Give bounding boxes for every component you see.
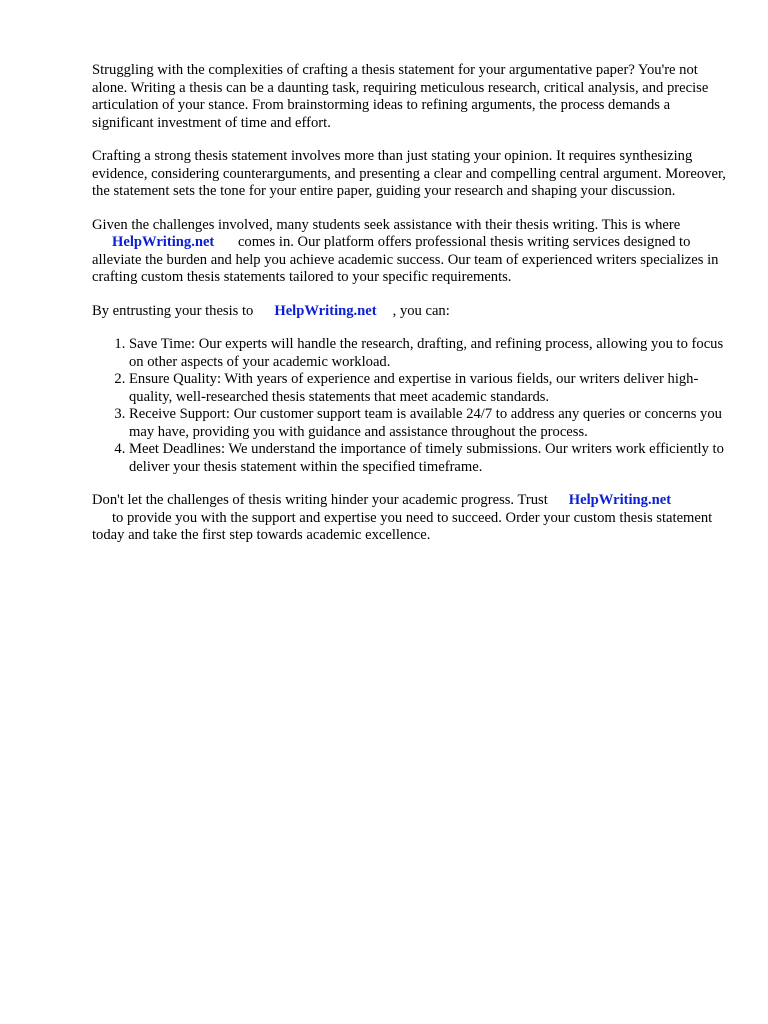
helpwriting-link-2[interactable]: HelpWriting.net [274,302,377,319]
paragraph-entrusting-text-after: , you can: [392,302,450,319]
paragraph-crafting: Crafting a strong thesis statement involves more than just stating your opinion. It requires synthesizing evidence, considering counterarguments, and presenting a clear and compelling central argument. Moreover, the statement sets the tone for your entire paper, guiding your research and shaping your discussion. [92,148,726,199]
paragraph-closing [92,492,728,545]
paragraph-challenges-text-after: comes in. Our platform offers professional thesis writing services designed to alleviate the burden and help you achieve academic success. Our team of experienced writers specializes in crafting custom thesis statements tailored to your specific requirements. [92,234,719,285]
helpwriting-link-1[interactable]: HelpWriting.net [112,234,215,250]
list-item: 4. Meet Deadlines: We understand the importance of timely submissions. Our writers work efficiently to deliver your thesis statement within the specified timeframe. [129,441,728,476]
list-item: 2. Ensure Quality: With years of experience and expertise in various fields, our writers deliver high-quality, well-researched thesis statements that meet academic standards. [129,371,728,406]
paragraph-challenges-text-before: Given the challenges involved, many students seek assistance with their thesis writing. This is where [92,216,681,233]
paragraph-intro: Struggling with the complexities of crafting a thesis statement for your argumentative paper? You're not alone. Writing a thesis can be a daunting task, requiring meticulous research, critical analysis, and precise articulation of your stance. From brainstorming ideas to refining arguments, the process demands a significant investment of time and effort. [92,62,709,131]
paragraph-entrusting-text-before: By entrusting your thesis to [92,302,254,319]
paragraph-closing-text-after: to provide you with the support and expertise you need to succeed. Order your custom thesis statement today and take the first step towards academic excellence. [92,509,713,543]
paragraph-entrusting [92,303,728,321]
paragraph-challenges [92,217,728,287]
list-item: 3. Receive Support: Our customer support team is available 24/7 to address any queries or concerns you may have, providing you with guidance and assistance throughout the process. [129,406,728,441]
list-item: 1. Save Time: Our experts will handle the research, drafting, and refining process, allowing you to focus on other aspects of your academic workload. [129,336,728,371]
paragraph-closing-text-before: Don't let the challenges of thesis writing hinder your academic progress. Trust [92,492,548,508]
helpwriting-link-3[interactable]: HelpWriting.net [568,492,672,508]
benefits-list [92,336,728,476]
